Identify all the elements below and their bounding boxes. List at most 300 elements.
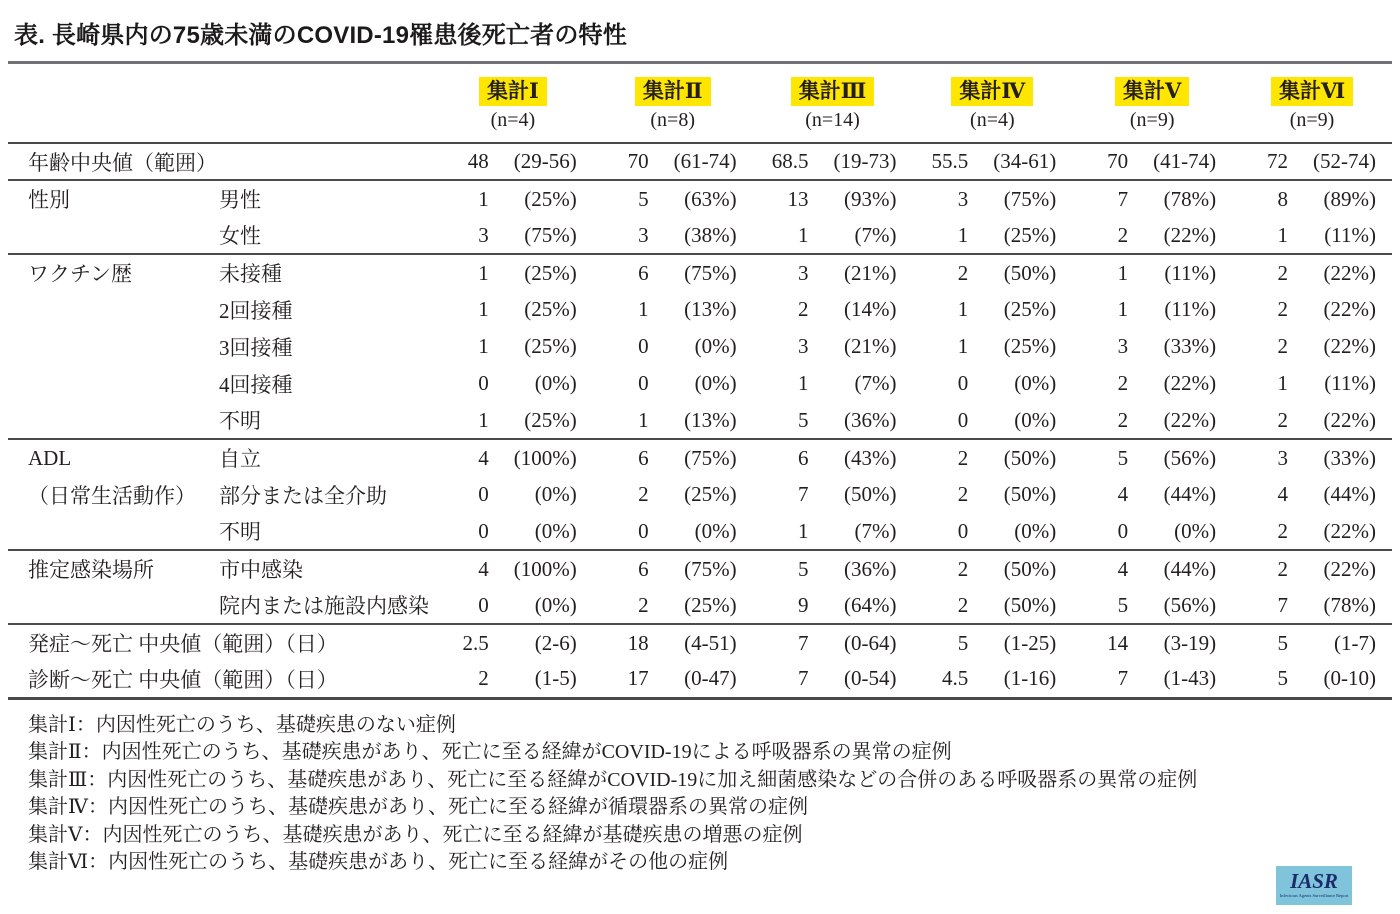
data-cell — [753, 513, 913, 550]
row-item-label: 男性 — [219, 188, 261, 212]
data-cell — [1232, 217, 1392, 254]
data-cell — [753, 439, 913, 476]
cell-value: 2 — [957, 482, 969, 506]
data-cell — [1072, 254, 1232, 291]
cell-value: 1 — [478, 297, 489, 321]
cell-value: 7 — [797, 482, 809, 506]
cell-paren: (2-6) — [534, 630, 577, 655]
cell-value: 0 — [957, 407, 969, 432]
data-cell — [912, 402, 1072, 439]
data-cell — [753, 143, 913, 180]
cell-value: 7 — [797, 630, 809, 655]
data-cell — [753, 365, 913, 402]
table-group-place — [8, 550, 1392, 624]
cell-value: 0 — [478, 482, 489, 506]
cell-paren: (50%) — [1003, 445, 1057, 470]
cell-value: 3 — [797, 260, 809, 285]
data-cell — [433, 661, 593, 698]
data-cell — [593, 624, 753, 661]
cell-value: 2 — [1117, 222, 1129, 247]
footnote-line: 集計Ⅳ：内因性死亡のうち、基礎疾患があり、死亡に至る経緯が循環器系の異常の症例 — [28, 796, 808, 818]
cell-paren: (22%) — [1323, 518, 1376, 543]
cell-paren: (100%) — [513, 556, 577, 581]
column-header-highlight: 集計Ⅴ — [1115, 77, 1189, 106]
data-cell — [1072, 143, 1232, 180]
row-item-label: 市中感染 — [219, 558, 303, 582]
cell-paren: (50%) — [1003, 260, 1057, 285]
cell-paren: (1-5) — [534, 666, 577, 691]
table-row — [8, 513, 1392, 550]
data-cell — [1072, 624, 1232, 661]
row-group-label — [8, 291, 197, 328]
data-cell — [912, 217, 1072, 254]
cell-value: 8 — [1277, 186, 1288, 211]
cell-paren: (41-74) — [1153, 149, 1217, 173]
cell-value: 5 — [957, 630, 969, 655]
cell-paren: (0%) — [534, 482, 577, 506]
row-label: 発症～死亡 中央値（範囲）（日） — [28, 632, 338, 656]
footnote-line: 集計Ⅵ：内因性死亡のうち、基礎疾患があり、死亡に至る経緯がその他の症例 — [28, 851, 729, 873]
cell-paren: (11%) — [1324, 371, 1376, 395]
data-cell — [912, 328, 1072, 365]
row-group-label: 性別 — [28, 188, 70, 212]
data-cell — [593, 661, 753, 698]
data-cell — [433, 328, 593, 365]
cell-value: 55.5 — [931, 149, 969, 173]
cell-value: 3 — [478, 222, 489, 247]
cell-value: 1 — [1277, 222, 1288, 247]
cell-paren: (52-74) — [1313, 149, 1376, 173]
data-cell — [912, 661, 1072, 698]
data-cell — [912, 624, 1072, 661]
data-cell — [1232, 550, 1392, 587]
cell-paren: (25%) — [1003, 297, 1057, 321]
column-header — [433, 63, 593, 109]
data-cell — [1072, 587, 1232, 624]
data-cell — [912, 254, 1072, 291]
cell-value: 48 — [467, 149, 489, 173]
cell-paren: (100%) — [513, 445, 577, 470]
cell-value: 2 — [1117, 407, 1129, 432]
row-group-label — [8, 402, 197, 439]
data-cell — [1072, 661, 1232, 698]
cell-paren: (7%) — [854, 222, 897, 247]
cell-paren: (75%) — [684, 260, 737, 285]
cell-paren: (36%) — [843, 556, 897, 581]
cell-value: 2 — [957, 260, 969, 285]
data-cell — [912, 513, 1072, 550]
cell-value: 0 — [638, 371, 649, 395]
cell-paren: (44%) — [1163, 482, 1217, 506]
cell-value: 0 — [638, 334, 649, 358]
cell-paren: (13%) — [684, 297, 737, 321]
cell-value: 2 — [638, 482, 649, 506]
column-n-label: (n=8) — [650, 109, 695, 131]
cell-paren: (0-10) — [1323, 666, 1376, 691]
row-group-label — [8, 587, 197, 624]
cell-value: 2 — [957, 592, 969, 617]
cell-value: 0 — [1117, 518, 1129, 543]
data-cell — [1232, 439, 1392, 476]
cell-paren: (29-56) — [513, 149, 577, 173]
cell-paren: (4-51) — [684, 630, 737, 655]
cell-paren: (25%) — [1003, 222, 1057, 247]
cell-paren: (0%) — [1174, 518, 1217, 543]
cell-paren: (33%) — [1163, 334, 1217, 358]
cell-paren: (19-73) — [833, 149, 897, 173]
data-cell — [912, 143, 1072, 180]
data-cell — [433, 624, 593, 661]
data-cell — [1232, 476, 1392, 513]
data-cell — [753, 217, 913, 254]
cell-paren: (56%) — [1163, 445, 1217, 470]
cell-value: 2 — [1277, 297, 1288, 321]
column-header — [593, 63, 753, 109]
cell-value: 4 — [478, 556, 489, 581]
cell-paren: (64%) — [843, 592, 897, 617]
cell-value: 1 — [957, 334, 969, 358]
column-header — [1072, 63, 1232, 109]
cell-paren: (50%) — [843, 482, 897, 506]
data-cell — [433, 291, 593, 328]
data-cell — [1072, 550, 1232, 587]
data-cell — [433, 402, 593, 439]
table-row — [8, 291, 1392, 328]
data-cell — [1232, 402, 1392, 439]
cell-value: 5 — [1277, 630, 1288, 655]
data-cell — [433, 476, 593, 513]
table-row — [8, 365, 1392, 402]
cell-paren: (0%) — [534, 371, 577, 395]
row-item-label: 未接種 — [219, 262, 282, 286]
iasr-logo-subtext: Infectious Agents Surveillance Report — [1279, 894, 1349, 899]
cell-paren: (75%) — [524, 222, 577, 247]
row-item-label: 3回接種 — [219, 335, 293, 360]
data-cell — [593, 587, 753, 624]
cell-value: 3 — [797, 334, 809, 358]
cell-paren: (78%) — [1163, 186, 1217, 211]
header-spacer — [8, 108, 433, 143]
cell-value: 5 — [797, 556, 809, 581]
cell-paren: (25%) — [684, 592, 737, 617]
cell-value: 1 — [797, 222, 809, 247]
data-cell — [433, 217, 593, 254]
data-cell — [1072, 439, 1232, 476]
data-cell — [433, 513, 593, 550]
cell-paren: (0-64) — [843, 630, 897, 655]
data-cell — [1072, 402, 1232, 439]
data-cell — [1232, 291, 1392, 328]
cell-value: 0 — [957, 371, 969, 395]
table-group-vaccine — [8, 254, 1392, 439]
row-label: 年齢中央値（範囲） — [28, 150, 217, 175]
table-row — [8, 624, 1392, 661]
cell-paren: (22%) — [1323, 334, 1376, 358]
row-group-label: 推定感染場所 — [28, 558, 154, 582]
cell-value: 1 — [957, 222, 969, 247]
cell-paren: (0%) — [1014, 371, 1057, 395]
table-row — [8, 587, 1392, 624]
cell-value: 2 — [1277, 407, 1288, 432]
data-cell — [1072, 328, 1232, 365]
cell-paren: (34-61) — [993, 149, 1057, 173]
footnote-line: 集計Ⅰ：内因性死亡のうち、基礎疾患のない症例 — [28, 713, 456, 736]
cell-paren: (0%) — [694, 334, 737, 358]
cell-value: 3 — [638, 222, 649, 247]
cell-paren: (1-16) — [1003, 666, 1057, 691]
cell-value: 2 — [638, 592, 649, 617]
data-cell — [1232, 365, 1392, 402]
cell-paren: (0%) — [1014, 518, 1057, 543]
cell-value: 7 — [797, 666, 809, 691]
cell-paren: (7%) — [854, 371, 897, 395]
row-item-label: 2回接種 — [219, 298, 293, 323]
row-item-label: 4回接種 — [219, 372, 293, 397]
cell-paren: (75%) — [684, 556, 737, 581]
column-header-highlight: 集計Ⅵ — [1271, 77, 1353, 106]
cell-value: 0 — [478, 518, 489, 543]
data-cell — [1072, 180, 1232, 217]
data-cell — [593, 513, 753, 550]
table-group-duration — [8, 624, 1392, 698]
cell-value: 0 — [957, 518, 969, 543]
cell-paren: (25%) — [524, 334, 577, 358]
data-cell — [912, 439, 1072, 476]
cell-value: 5 — [1117, 592, 1129, 617]
row-group-label: （日常生活動作） — [28, 483, 196, 508]
data-cell — [593, 254, 753, 291]
data-cell — [1232, 513, 1392, 550]
cell-paren: (11%) — [1164, 260, 1217, 285]
cell-value: 5 — [638, 186, 649, 211]
header-spacer — [8, 63, 433, 109]
row-group-label: ワクチン歴 — [28, 262, 132, 286]
cell-paren: (14%) — [843, 297, 897, 321]
data-cell — [1072, 513, 1232, 550]
cell-paren: (22%) — [1323, 297, 1376, 321]
iasr-logo — [1276, 866, 1352, 905]
footnote-line: 集計Ⅲ：内因性死亡のうち、基礎疾患があり、死亡に至る経緯がCOVID-19に加え細菌感染などの合併のある呼吸器系の異常の症例 — [28, 768, 1198, 791]
table-row — [8, 476, 1392, 513]
data-cell — [433, 254, 593, 291]
data-cell — [433, 587, 593, 624]
cell-value: 6 — [797, 445, 809, 470]
cell-paren: (0-47) — [684, 666, 737, 691]
cell-paren: (0%) — [1014, 407, 1057, 432]
data-cell — [1072, 476, 1232, 513]
cell-value: 18 — [627, 630, 649, 655]
table-row — [8, 254, 1392, 291]
cell-value: 3 — [957, 186, 969, 211]
data-cell — [912, 365, 1072, 402]
data-cell — [912, 180, 1072, 217]
column-n-label: (n=4) — [970, 109, 1015, 131]
cell-value: 70 — [1107, 149, 1129, 173]
data-cell — [753, 254, 913, 291]
table-wrapper — [8, 61, 1392, 700]
cell-paren: (44%) — [1163, 556, 1217, 581]
cell-paren: (13%) — [684, 407, 737, 432]
cell-paren: (7%) — [854, 518, 897, 543]
cell-value: 6 — [638, 556, 649, 581]
cell-value: 1 — [638, 297, 649, 321]
column-header-highlight: 集計Ⅱ — [635, 77, 711, 106]
cell-value: 0 — [638, 518, 649, 543]
cell-value: 1 — [957, 297, 969, 321]
cell-paren: (0%) — [534, 518, 577, 543]
cell-value: 13 — [787, 186, 809, 211]
data-cell — [433, 439, 593, 476]
column-header-highlight: 集計Ⅰ — [479, 77, 547, 106]
table-row — [8, 439, 1392, 476]
cell-value: 1 — [478, 407, 489, 432]
cell-paren: (36%) — [843, 407, 897, 432]
cell-paren: (21%) — [843, 334, 897, 358]
cell-paren: (22%) — [1323, 407, 1376, 432]
cell-value: 5 — [1117, 445, 1129, 470]
cell-paren: (61-74) — [673, 149, 737, 173]
column-header — [753, 63, 913, 109]
row-group-label: ADL — [28, 445, 72, 470]
cell-paren: (0-54) — [843, 666, 897, 691]
data-cell — [753, 661, 913, 698]
table-group-sex — [8, 180, 1392, 254]
table-header — [8, 63, 1392, 144]
data-cell — [753, 402, 913, 439]
data-cell — [1232, 180, 1392, 217]
data-cell — [593, 328, 753, 365]
cell-value: 4 — [478, 445, 489, 470]
cell-paren: (3-19) — [1163, 630, 1217, 655]
cell-paren: (38%) — [684, 222, 737, 247]
cell-value: 1 — [478, 334, 489, 358]
data-cell — [433, 365, 593, 402]
cell-paren: (22%) — [1163, 222, 1217, 247]
cell-paren: (22%) — [1323, 556, 1376, 581]
cell-paren: (33%) — [1323, 445, 1376, 470]
data-cell — [753, 550, 913, 587]
cell-paren: (93%) — [843, 186, 897, 211]
data-cell — [912, 291, 1072, 328]
cell-value: 1 — [1277, 371, 1288, 395]
cell-paren: (25%) — [524, 407, 577, 432]
data-cell — [912, 550, 1072, 587]
row-group-label — [8, 513, 197, 550]
table-row — [8, 550, 1392, 587]
table-row — [8, 180, 1392, 217]
data-cell — [753, 624, 913, 661]
table-group-age — [8, 143, 1392, 180]
cell-value: 7 — [1117, 186, 1129, 211]
cell-paren: (50%) — [1003, 592, 1057, 617]
cell-value: 1 — [797, 371, 809, 395]
table-row — [8, 402, 1392, 439]
cell-paren: (0%) — [534, 592, 577, 617]
cell-value: 2 — [478, 666, 489, 691]
cell-value: 68.5 — [771, 149, 809, 173]
cell-value: 0 — [478, 371, 489, 395]
data-cell — [593, 550, 753, 587]
cell-paren: (78%) — [1323, 592, 1376, 617]
data-cell — [753, 291, 913, 328]
cell-value: 1 — [638, 407, 649, 432]
cell-paren: (0%) — [694, 371, 737, 395]
characteristics-table — [8, 61, 1392, 700]
data-cell — [1232, 587, 1392, 624]
data-cell — [593, 402, 753, 439]
cell-paren: (50%) — [1003, 482, 1057, 506]
data-cell — [593, 217, 753, 254]
column-n-label: (n=4) — [490, 109, 536, 131]
cell-paren: (1-25) — [1003, 630, 1057, 655]
table-row — [8, 143, 1392, 180]
column-header — [1232, 63, 1392, 109]
data-cell — [593, 476, 753, 513]
cell-paren: (25%) — [524, 297, 577, 321]
table-row — [8, 217, 1392, 254]
cell-paren: (25%) — [524, 260, 577, 285]
cell-paren: (50%) — [1003, 556, 1057, 581]
data-cell — [753, 328, 913, 365]
cell-value: 2 — [1277, 518, 1288, 543]
cell-value: 7 — [1277, 592, 1288, 617]
cell-value: 1 — [478, 260, 489, 285]
header-row — [8, 63, 1392, 109]
data-cell — [1232, 661, 1392, 698]
cell-paren: (56%) — [1163, 592, 1217, 617]
cell-value: 3 — [1277, 445, 1288, 470]
cell-value: 2 — [1117, 371, 1129, 395]
cell-paren: (22%) — [1163, 371, 1217, 395]
iasr-logo-text: IASR — [1290, 869, 1338, 893]
cell-paren: (75%) — [1003, 186, 1057, 211]
cell-value: 2 — [1277, 556, 1288, 581]
data-cell — [912, 587, 1072, 624]
row-item-label: 不明 — [219, 409, 261, 433]
column-n-label: (n=14) — [805, 109, 860, 131]
cell-value: 14 — [1107, 630, 1129, 655]
data-cell — [1072, 217, 1232, 254]
cell-value: 2 — [1277, 260, 1288, 285]
cell-paren: (44%) — [1323, 482, 1376, 506]
data-cell — [433, 143, 593, 180]
column-header-highlight: 集計Ⅳ — [951, 77, 1033, 106]
cell-value: 2 — [1277, 334, 1288, 358]
cell-paren: (25%) — [524, 186, 577, 211]
cell-paren: (43%) — [843, 445, 897, 470]
cell-paren: (25%) — [1003, 334, 1057, 358]
cell-paren: (11%) — [1164, 297, 1217, 321]
footnote-line: 集計Ⅱ：内因性死亡のうち、基礎疾患があり、死亡に至る経緯がCOVID-19による呼吸器系の異常の症例 — [28, 741, 952, 763]
cell-value: 72 — [1267, 149, 1288, 173]
cell-value: 1 — [1117, 297, 1129, 321]
row-label: 診断～死亡 中央値（範囲）（日） — [28, 667, 338, 692]
cell-value: 9 — [797, 592, 809, 617]
cell-value: 6 — [638, 445, 649, 470]
cell-value: 2 — [957, 445, 969, 470]
data-cell — [753, 587, 913, 624]
cell-value: 1 — [1117, 260, 1129, 285]
cell-value: 2 — [797, 297, 809, 321]
row-group-label — [8, 217, 197, 254]
table-group-adl — [8, 439, 1392, 550]
table-row — [8, 661, 1392, 698]
column-header — [912, 63, 1072, 109]
page-title: 表. 長崎県内の75歳未満のCOVID-19罹患後死亡者の特性 — [14, 22, 627, 49]
data-cell — [1232, 624, 1392, 661]
row-item-label: 不明 — [219, 520, 261, 544]
header-n-row — [8, 108, 1392, 143]
